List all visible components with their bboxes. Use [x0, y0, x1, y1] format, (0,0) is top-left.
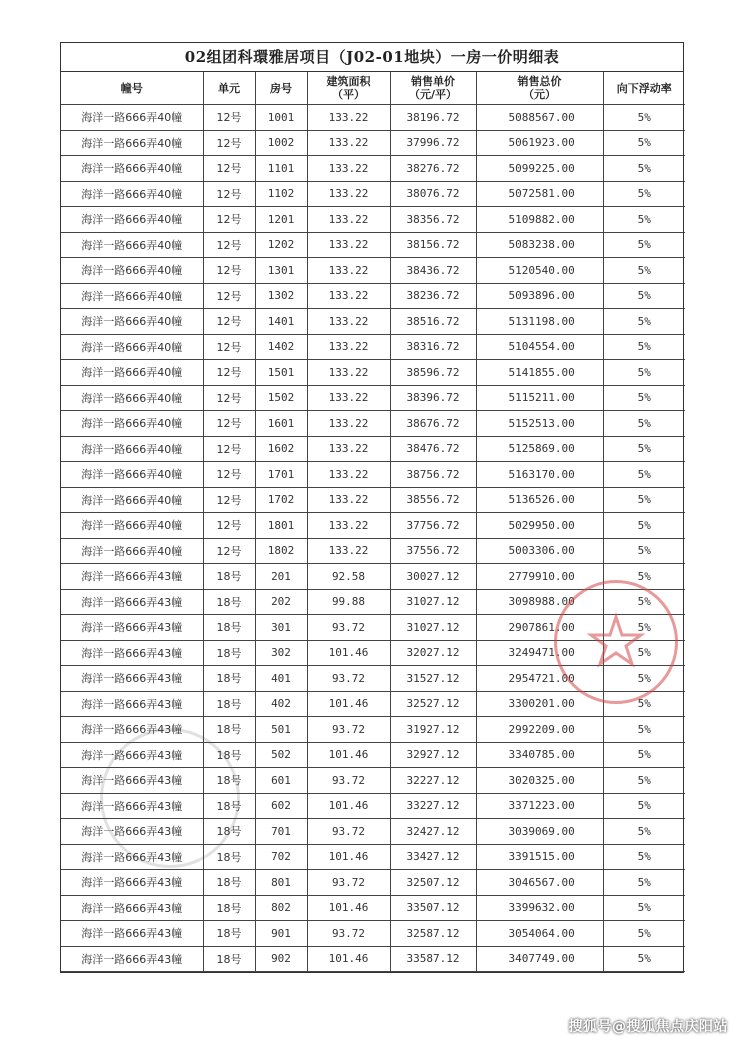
cell-total-price: 5115211.00	[476, 385, 603, 411]
cell-unit: 12号	[203, 436, 255, 462]
cell-float-rate: 5%	[603, 462, 685, 488]
table-row	[61, 819, 685, 845]
cell-unit: 18号	[203, 640, 255, 666]
cell-building: 海洋一路666弄43幢	[61, 742, 203, 768]
cell-total-price: 5163170.00	[476, 462, 603, 488]
cell-area: 133.22	[307, 385, 390, 411]
cell-area: 93.72	[307, 615, 390, 641]
table-row	[61, 870, 685, 896]
cell-area: 133.22	[307, 258, 390, 284]
cell-building: 海洋一路666弄43幢	[61, 564, 203, 590]
cell-room: 1701	[255, 462, 307, 488]
cell-float-rate: 5%	[603, 615, 685, 641]
table-row	[61, 232, 685, 258]
cell-unit-price: 31527.12	[390, 666, 476, 692]
cell-room: 1402	[255, 334, 307, 360]
table-row	[61, 793, 685, 819]
price-list-sheet	[60, 42, 684, 973]
cell-float-rate: 5%	[603, 717, 685, 743]
cell-building: 海洋一路666弄43幢	[61, 793, 203, 819]
cell-building: 海洋一路666弄40幢	[61, 181, 203, 207]
table-row	[61, 564, 685, 590]
cell-unit-price: 38156.72	[390, 232, 476, 258]
cell-total-price: 3020325.00	[476, 768, 603, 794]
cell-building: 海洋一路666弄43幢	[61, 921, 203, 947]
cell-float-rate: 5%	[603, 946, 685, 972]
cell-room: 501	[255, 717, 307, 743]
cell-total-price: 3340785.00	[476, 742, 603, 768]
cell-float-rate: 5%	[603, 283, 685, 309]
table-row	[61, 309, 685, 335]
cell-area: 101.46	[307, 640, 390, 666]
cell-area: 93.72	[307, 768, 390, 794]
table-row	[61, 360, 685, 386]
cell-unit-price: 37756.72	[390, 513, 476, 539]
cell-area: 93.72	[307, 921, 390, 947]
cell-unit: 12号	[203, 258, 255, 284]
cell-total-price: 5141855.00	[476, 360, 603, 386]
cell-unit: 18号	[203, 564, 255, 590]
table-row	[61, 742, 685, 768]
cell-float-rate: 5%	[603, 385, 685, 411]
cell-unit: 18号	[203, 615, 255, 641]
cell-unit: 18号	[203, 819, 255, 845]
cell-total-price: 5120540.00	[476, 258, 603, 284]
cell-room: 701	[255, 819, 307, 845]
cell-area: 92.58	[307, 564, 390, 590]
cell-total-price: 3391515.00	[476, 844, 603, 870]
table-row	[61, 130, 685, 156]
cell-unit: 12号	[203, 181, 255, 207]
cell-building: 海洋一路666弄43幢	[61, 640, 203, 666]
cell-float-rate: 5%	[603, 564, 685, 590]
table-row	[61, 717, 685, 743]
cell-unit-price: 33507.12	[390, 895, 476, 921]
cell-area: 133.22	[307, 156, 390, 182]
cell-unit: 18号	[203, 921, 255, 947]
cell-building: 海洋一路666弄43幢	[61, 717, 203, 743]
cell-unit: 18号	[203, 793, 255, 819]
cell-building: 海洋一路666弄40幢	[61, 360, 203, 386]
cell-room: 801	[255, 870, 307, 896]
cell-total-price: 3039069.00	[476, 819, 603, 845]
cell-unit-price: 32587.12	[390, 921, 476, 947]
cell-unit-price: 32527.12	[390, 691, 476, 717]
cell-building: 海洋一路666弄40幢	[61, 436, 203, 462]
cell-unit: 12号	[203, 283, 255, 309]
header-unit: 单元	[203, 72, 255, 105]
cell-float-rate: 5%	[603, 105, 685, 131]
cell-unit-price: 31027.12	[390, 615, 476, 641]
cell-building: 海洋一路666弄40幢	[61, 258, 203, 284]
cell-total-price: 2779910.00	[476, 564, 603, 590]
cell-unit-price: 37556.72	[390, 538, 476, 564]
cell-unit: 18号	[203, 768, 255, 794]
cell-room: 1002	[255, 130, 307, 156]
cell-total-price: 3098988.00	[476, 589, 603, 615]
header-float-rate: 向下浮动率	[603, 72, 685, 105]
header-unit-price: 销售单价 （元/平）	[390, 72, 476, 105]
cell-float-rate: 5%	[603, 870, 685, 896]
cell-room: 402	[255, 691, 307, 717]
cell-unit-price: 38196.72	[390, 105, 476, 131]
cell-unit: 12号	[203, 156, 255, 182]
cell-area: 101.46	[307, 895, 390, 921]
table-row	[61, 589, 685, 615]
cell-unit-price: 33227.12	[390, 793, 476, 819]
cell-total-price: 5125869.00	[476, 436, 603, 462]
cell-total-price: 3249471.00	[476, 640, 603, 666]
header-total-price: 销售总价 （元）	[476, 72, 603, 105]
cell-area: 133.22	[307, 436, 390, 462]
cell-building: 海洋一路666弄43幢	[61, 615, 203, 641]
cell-room: 702	[255, 844, 307, 870]
header-building: 幢号	[61, 72, 203, 105]
cell-building: 海洋一路666弄40幢	[61, 156, 203, 182]
table-row	[61, 895, 685, 921]
cell-float-rate: 5%	[603, 130, 685, 156]
table-row	[61, 156, 685, 182]
cell-unit: 12号	[203, 207, 255, 233]
cell-float-rate: 5%	[603, 309, 685, 335]
cell-room: 302	[255, 640, 307, 666]
cell-unit: 18号	[203, 946, 255, 972]
cell-area: 93.72	[307, 819, 390, 845]
table-row	[61, 640, 685, 666]
table-row	[61, 666, 685, 692]
cell-unit: 12号	[203, 130, 255, 156]
cell-float-rate: 5%	[603, 768, 685, 794]
cell-unit-price: 37996.72	[390, 130, 476, 156]
cell-area: 101.46	[307, 844, 390, 870]
cell-area: 101.46	[307, 742, 390, 768]
cell-total-price: 5029950.00	[476, 513, 603, 539]
header-room: 房号	[255, 72, 307, 105]
cell-float-rate: 5%	[603, 487, 685, 513]
cell-unit-price: 38356.72	[390, 207, 476, 233]
table-row	[61, 946, 685, 972]
cell-float-rate: 5%	[603, 538, 685, 564]
cell-building: 海洋一路666弄40幢	[61, 538, 203, 564]
cell-building: 海洋一路666弄43幢	[61, 589, 203, 615]
cell-room: 1502	[255, 385, 307, 411]
cell-total-price: 3300201.00	[476, 691, 603, 717]
table-row	[61, 487, 685, 513]
cell-building: 海洋一路666弄40幢	[61, 513, 203, 539]
cell-unit: 12号	[203, 309, 255, 335]
cell-total-price: 3371223.00	[476, 793, 603, 819]
cell-unit-price: 33587.12	[390, 946, 476, 972]
cell-float-rate: 5%	[603, 232, 685, 258]
cell-float-rate: 5%	[603, 207, 685, 233]
cell-room: 602	[255, 793, 307, 819]
cell-unit-price: 31927.12	[390, 717, 476, 743]
cell-area: 93.72	[307, 870, 390, 896]
cell-unit-price: 38676.72	[390, 411, 476, 437]
cell-total-price: 3407749.00	[476, 946, 603, 972]
table-row	[61, 691, 685, 717]
cell-room: 1801	[255, 513, 307, 539]
cell-area: 133.22	[307, 283, 390, 309]
cell-room: 1001	[255, 105, 307, 131]
cell-unit-price: 38316.72	[390, 334, 476, 360]
cell-building: 海洋一路666弄43幢	[61, 819, 203, 845]
cell-float-rate: 5%	[603, 436, 685, 462]
cell-float-rate: 5%	[603, 156, 685, 182]
cell-float-rate: 5%	[603, 895, 685, 921]
cell-room: 601	[255, 768, 307, 794]
cell-building: 海洋一路666弄40幢	[61, 411, 203, 437]
cell-unit-price: 31027.12	[390, 589, 476, 615]
table-row	[61, 538, 685, 564]
cell-building: 海洋一路666弄40幢	[61, 283, 203, 309]
cell-total-price: 5083238.00	[476, 232, 603, 258]
cell-float-rate: 5%	[603, 411, 685, 437]
cell-total-price: 3399632.00	[476, 895, 603, 921]
cell-unit-price: 38756.72	[390, 462, 476, 488]
cell-unit: 18号	[203, 589, 255, 615]
cell-unit: 18号	[203, 691, 255, 717]
cell-building: 海洋一路666弄43幢	[61, 870, 203, 896]
table-row	[61, 436, 685, 462]
cell-unit-price: 38476.72	[390, 436, 476, 462]
table-row	[61, 844, 685, 870]
cell-area: 133.22	[307, 181, 390, 207]
cell-unit-price: 38556.72	[390, 487, 476, 513]
cell-area: 133.22	[307, 334, 390, 360]
cell-unit-price: 32027.12	[390, 640, 476, 666]
cell-unit: 12号	[203, 513, 255, 539]
cell-area: 99.88	[307, 589, 390, 615]
cell-room: 1401	[255, 309, 307, 335]
cell-room: 901	[255, 921, 307, 947]
cell-total-price: 5003306.00	[476, 538, 603, 564]
cell-unit: 12号	[203, 462, 255, 488]
cell-room: 1702	[255, 487, 307, 513]
cell-room: 1802	[255, 538, 307, 564]
cell-unit-price: 32427.12	[390, 819, 476, 845]
table-row	[61, 513, 685, 539]
cell-area: 133.22	[307, 538, 390, 564]
cell-building: 海洋一路666弄43幢	[61, 768, 203, 794]
cell-total-price: 5136526.00	[476, 487, 603, 513]
cell-total-price: 5152513.00	[476, 411, 603, 437]
cell-unit-price: 38436.72	[390, 258, 476, 284]
cell-building: 海洋一路666弄40幢	[61, 105, 203, 131]
cell-area: 101.46	[307, 946, 390, 972]
cell-float-rate: 5%	[603, 921, 685, 947]
cell-area: 133.22	[307, 105, 390, 131]
cell-unit-price: 38076.72	[390, 181, 476, 207]
cell-room: 1301	[255, 258, 307, 284]
table-row	[61, 615, 685, 641]
cell-float-rate: 5%	[603, 742, 685, 768]
cell-room: 1202	[255, 232, 307, 258]
cell-room: 301	[255, 615, 307, 641]
cell-total-price: 3054064.00	[476, 921, 603, 947]
price-table	[61, 72, 685, 972]
cell-building: 海洋一路666弄43幢	[61, 844, 203, 870]
cell-float-rate: 5%	[603, 691, 685, 717]
cell-area: 93.72	[307, 717, 390, 743]
cell-building: 海洋一路666弄43幢	[61, 895, 203, 921]
cell-unit-price: 38276.72	[390, 156, 476, 182]
cell-building: 海洋一路666弄40幢	[61, 334, 203, 360]
cell-area: 101.46	[307, 793, 390, 819]
cell-unit-price: 32507.12	[390, 870, 476, 896]
cell-room: 1201	[255, 207, 307, 233]
cell-area: 133.22	[307, 487, 390, 513]
cell-unit: 18号	[203, 844, 255, 870]
cell-total-price: 5072581.00	[476, 181, 603, 207]
cell-unit: 12号	[203, 334, 255, 360]
table-row	[61, 921, 685, 947]
cell-float-rate: 5%	[603, 640, 685, 666]
cell-unit: 18号	[203, 742, 255, 768]
cell-unit-price: 38596.72	[390, 360, 476, 386]
cell-building: 海洋一路666弄43幢	[61, 946, 203, 972]
table-row	[61, 181, 685, 207]
cell-unit-price: 32927.12	[390, 742, 476, 768]
cell-unit: 12号	[203, 232, 255, 258]
cell-total-price: 5109882.00	[476, 207, 603, 233]
table-row	[61, 334, 685, 360]
cell-building: 海洋一路666弄40幢	[61, 232, 203, 258]
cell-unit-price: 30027.12	[390, 564, 476, 590]
cell-unit: 18号	[203, 895, 255, 921]
cell-room: 1602	[255, 436, 307, 462]
cell-float-rate: 5%	[603, 589, 685, 615]
cell-float-rate: 5%	[603, 513, 685, 539]
cell-total-price: 2907861.00	[476, 615, 603, 641]
table-row	[61, 258, 685, 284]
cell-unit-price: 32227.12	[390, 768, 476, 794]
cell-room: 1501	[255, 360, 307, 386]
table-row	[61, 207, 685, 233]
cell-building: 海洋一路666弄43幢	[61, 666, 203, 692]
cell-float-rate: 5%	[603, 258, 685, 284]
source-watermark: 搜狐号@搜狐焦点庆阳站	[568, 1019, 728, 1035]
cell-unit-price: 38236.72	[390, 283, 476, 309]
cell-area: 133.22	[307, 411, 390, 437]
table-row	[61, 283, 685, 309]
cell-total-price: 2954721.00	[476, 666, 603, 692]
cell-building: 海洋一路666弄40幢	[61, 385, 203, 411]
cell-total-price: 5104554.00	[476, 334, 603, 360]
cell-unit: 12号	[203, 411, 255, 437]
cell-building: 海洋一路666弄43幢	[61, 691, 203, 717]
cell-room: 1302	[255, 283, 307, 309]
cell-unit: 12号	[203, 360, 255, 386]
cell-area: 133.22	[307, 513, 390, 539]
cell-float-rate: 5%	[603, 181, 685, 207]
table-row	[61, 462, 685, 488]
cell-area: 133.22	[307, 207, 390, 233]
cell-area: 133.22	[307, 232, 390, 258]
cell-room: 1601	[255, 411, 307, 437]
cell-room: 1101	[255, 156, 307, 182]
cell-building: 海洋一路666弄40幢	[61, 462, 203, 488]
cell-unit: 12号	[203, 105, 255, 131]
cell-float-rate: 5%	[603, 666, 685, 692]
cell-float-rate: 5%	[603, 360, 685, 386]
header-area: 建筑面积 （平）	[307, 72, 390, 105]
cell-unit: 18号	[203, 666, 255, 692]
cell-building: 海洋一路666弄40幢	[61, 130, 203, 156]
cell-float-rate: 5%	[603, 819, 685, 845]
cell-area: 133.22	[307, 309, 390, 335]
table-header-row	[61, 72, 685, 105]
cell-building: 海洋一路666弄40幢	[61, 309, 203, 335]
cell-float-rate: 5%	[603, 793, 685, 819]
cell-unit: 12号	[203, 385, 255, 411]
cell-total-price: 3046567.00	[476, 870, 603, 896]
cell-unit: 12号	[203, 538, 255, 564]
cell-room: 202	[255, 589, 307, 615]
table-row	[61, 385, 685, 411]
cell-building: 海洋一路666弄40幢	[61, 207, 203, 233]
cell-area: 133.22	[307, 130, 390, 156]
cell-float-rate: 5%	[603, 844, 685, 870]
cell-total-price: 2992209.00	[476, 717, 603, 743]
cell-float-rate: 5%	[603, 334, 685, 360]
cell-room: 802	[255, 895, 307, 921]
cell-room: 201	[255, 564, 307, 590]
cell-room: 502	[255, 742, 307, 768]
cell-area: 133.22	[307, 462, 390, 488]
document-title: 02组团科環雅居项目（J02-01地块）一房一价明细表	[61, 43, 683, 72]
cell-room: 401	[255, 666, 307, 692]
cell-total-price: 5088567.00	[476, 105, 603, 131]
cell-area: 101.46	[307, 691, 390, 717]
cell-room: 902	[255, 946, 307, 972]
cell-total-price: 5061923.00	[476, 130, 603, 156]
cell-total-price: 5131198.00	[476, 309, 603, 335]
cell-area: 93.72	[307, 666, 390, 692]
cell-unit-price: 33427.12	[390, 844, 476, 870]
cell-total-price: 5099225.00	[476, 156, 603, 182]
cell-room: 1102	[255, 181, 307, 207]
table-row	[61, 411, 685, 437]
cell-unit: 12号	[203, 487, 255, 513]
cell-unit: 18号	[203, 870, 255, 896]
cell-unit-price: 38396.72	[390, 385, 476, 411]
cell-unit: 18号	[203, 717, 255, 743]
cell-total-price: 5093896.00	[476, 283, 603, 309]
cell-unit-price: 38516.72	[390, 309, 476, 335]
table-row	[61, 105, 685, 131]
cell-building: 海洋一路666弄40幢	[61, 487, 203, 513]
cell-area: 133.22	[307, 360, 390, 386]
table-row	[61, 768, 685, 794]
